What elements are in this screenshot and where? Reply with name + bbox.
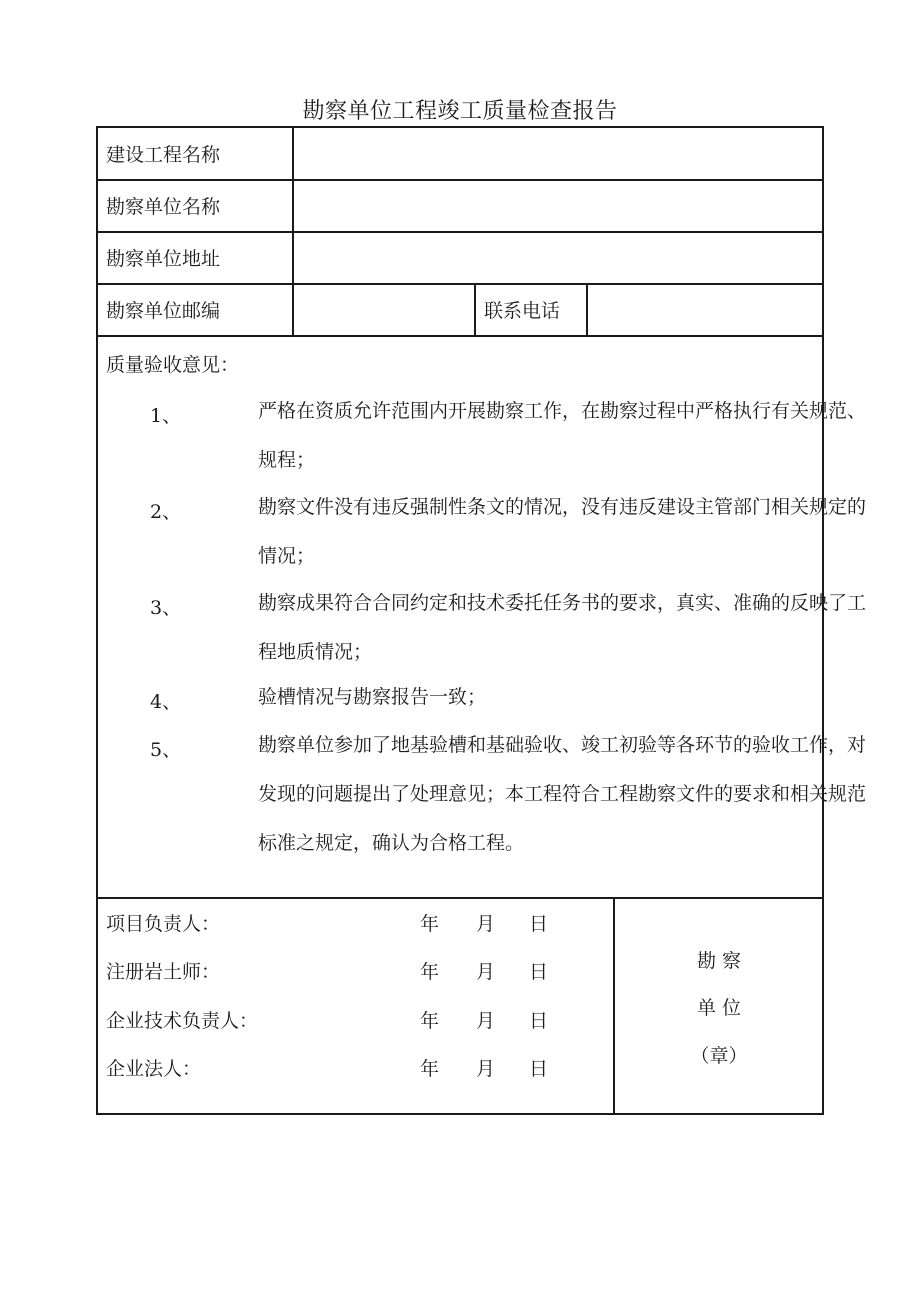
postcode-label: 勘察单位邮编 <box>106 300 221 322</box>
opinion-item-text: 勘察单位参加了地基验槽和基础验收、竣工初验等各环节的验收工作，对发现的问题提出了处理意见；本工程符合工程勘察文件的要求和相关规范标准之规定，确认为合格工程。 <box>258 734 867 854</box>
postcode-field[interactable] <box>294 285 488 335</box>
unit-name-label: 勘察单位名称 <box>106 196 221 218</box>
unit-address-label: 勘察单位地址 <box>106 248 221 270</box>
date-year: 年 <box>420 1010 440 1032</box>
signature-project-leader: 项目负责人： <box>106 913 221 935</box>
date-month: 月 <box>476 1010 496 1032</box>
form-border-bottom <box>96 1113 824 1115</box>
date-day: 日 <box>529 1058 549 1080</box>
opinion-item-number: 5、 <box>150 739 182 761</box>
opinion-heading: 质量验收意见： <box>106 354 240 376</box>
unit-address-field[interactable] <box>294 233 836 283</box>
signature-geotechnical-engineer: 注册岩土师： <box>106 961 221 983</box>
report-form <box>96 126 867 1115</box>
opinion-item-number: 4、 <box>150 691 182 713</box>
page-title: 勘察单位工程竣工质量检查报告 <box>302 99 618 124</box>
unit-name-field[interactable] <box>294 181 836 231</box>
date-year: 年 <box>420 1058 440 1080</box>
row-divider <box>96 335 824 337</box>
opinion-item-text: 勘察成果符合合同约定和技术委托任务书的要求，真实、准确的反映了工程地质情况； <box>258 592 867 663</box>
opinion-item-number: 3、 <box>150 597 182 619</box>
project-name-field[interactable] <box>294 128 836 179</box>
opinion-item-text: 勘察文件没有违反强制性条文的情况，没有违反建设主管部门相关规定的情况； <box>258 496 867 567</box>
date-month: 月 <box>476 913 496 935</box>
signature-legal-representative: 企业法人： <box>106 1058 202 1080</box>
date-month: 月 <box>476 961 496 983</box>
row-divider <box>96 897 824 899</box>
opinion-item-text: 严格在资质允许范围内开展勘察工作，在勘察过程中严格执行有关规范、规程； <box>258 400 867 471</box>
date-year: 年 <box>420 913 440 935</box>
signature-technical-director: 企业技术负责人： <box>106 1010 259 1032</box>
date-day: 日 <box>529 961 549 983</box>
date-day: 日 <box>529 913 549 935</box>
opinion-item-text: 验槽情况与勘察报告一致； <box>258 686 487 708</box>
date-month: 月 <box>476 1058 496 1080</box>
stamp-line-1: 勘 察 <box>696 950 742 972</box>
stamp-line-2: 单 位 <box>696 997 742 1019</box>
phone-field[interactable] <box>588 285 836 335</box>
opinion-item-number: 2、 <box>150 501 182 523</box>
opinion-item-number: 1、 <box>150 405 182 427</box>
date-day: 日 <box>529 1010 549 1032</box>
phone-label: 联系电话 <box>484 300 561 322</box>
project-name-label: 建设工程名称 <box>106 144 221 166</box>
date-year: 年 <box>420 961 440 983</box>
form-border-left <box>96 126 98 1115</box>
stamp-line-3: （章） <box>690 1045 748 1067</box>
